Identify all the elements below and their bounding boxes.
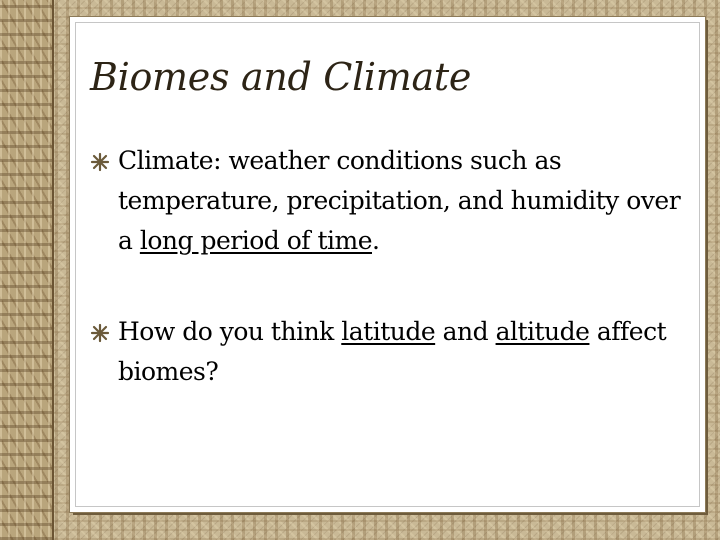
bullet-text-part: and bbox=[435, 317, 496, 346]
bullet-item-question bbox=[90, 312, 690, 392]
asterisk-bullet-icon bbox=[90, 323, 110, 343]
bullet-item-climate bbox=[90, 141, 690, 261]
bullet-text bbox=[118, 141, 690, 261]
underlined-word-altitude: altitude bbox=[495, 317, 590, 346]
asterisk-bullet-icon bbox=[90, 152, 110, 172]
bullet-text-part: . bbox=[372, 226, 380, 255]
bullet-text-part: Climate: weather conditions such as temperature, precipitation, and humidity over a bbox=[118, 146, 681, 255]
left-texture-strip bbox=[0, 0, 52, 540]
bullet-text-part: How do you think bbox=[118, 317, 342, 346]
strip-divider bbox=[52, 0, 54, 540]
underlined-phrase: long period of time bbox=[139, 226, 372, 255]
content-panel bbox=[70, 17, 705, 512]
slide-title: Biomes and Climate bbox=[90, 55, 472, 99]
bullet-text bbox=[118, 312, 690, 392]
underlined-word-latitude: latitude bbox=[341, 317, 436, 346]
bullet-text-part: affect biomes? bbox=[118, 317, 667, 386]
